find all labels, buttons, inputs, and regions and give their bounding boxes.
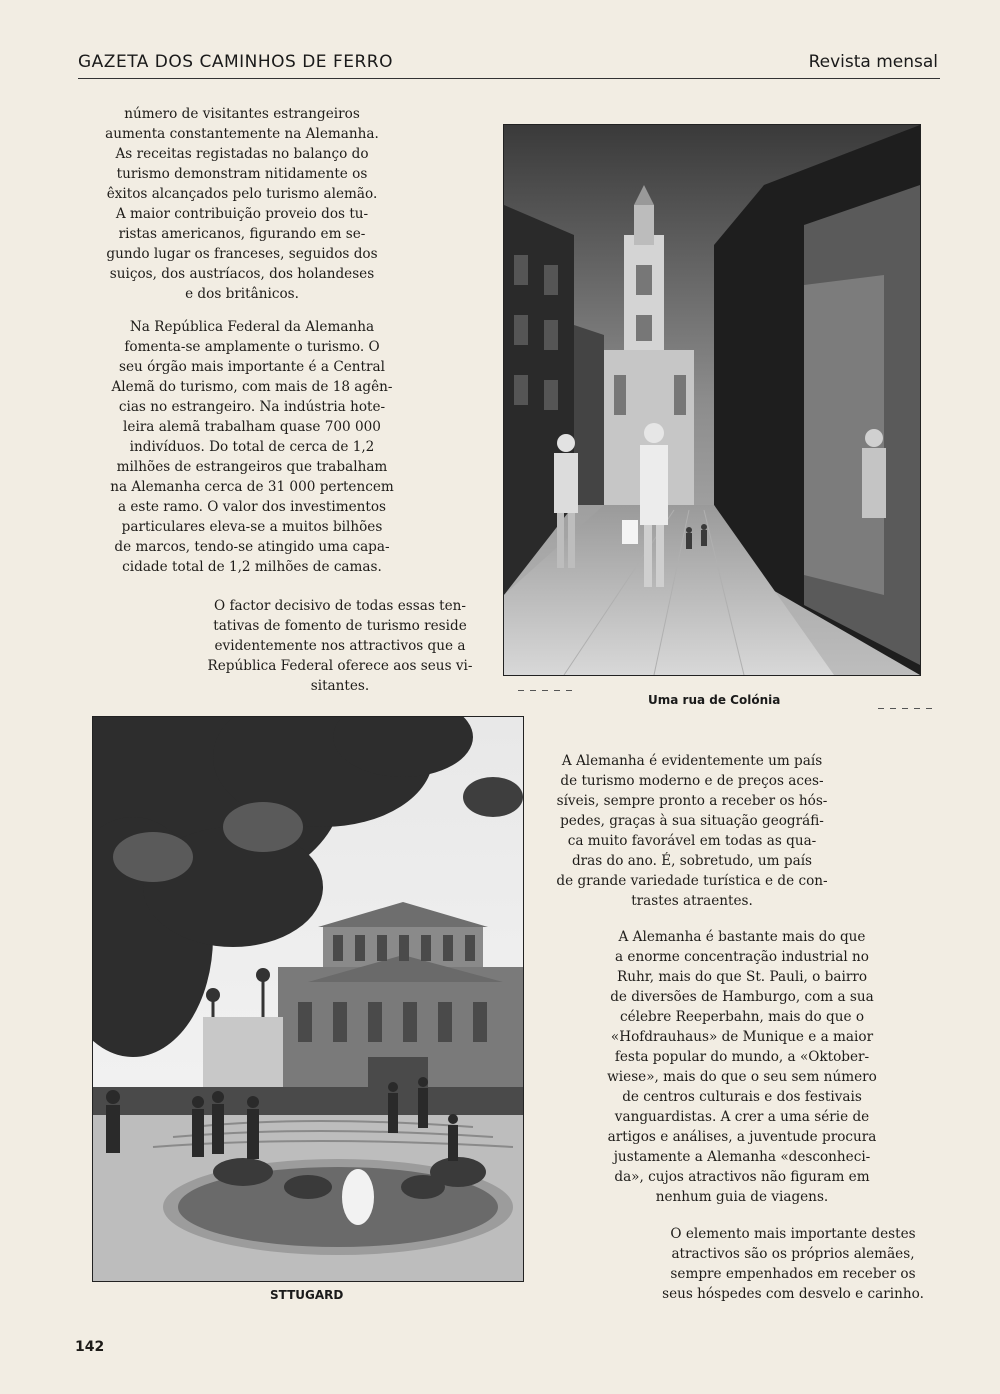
text-line: particulares eleva-se a muitos bilhões <box>121 519 383 535</box>
text-line: indivíduos. Do total de cerca de 1,2 <box>129 439 375 455</box>
text-line: justamente a Alemanha «desconheci- <box>613 1149 871 1165</box>
article-paragraph-3 <box>195 596 485 696</box>
text-line: ca muito favorável em todas as qua- <box>567 833 817 849</box>
text-line: trastes atraentes. <box>631 893 753 909</box>
article-paragraph-5 <box>572 927 912 1207</box>
text-line: seus hóspedes com desvelo e carinho. <box>662 1286 924 1302</box>
text-line: de centros culturais e dos festivais <box>622 1089 862 1105</box>
text-line: a enorme concentração industrial no <box>615 949 869 965</box>
text-line: fomenta-se amplamente o turismo. O <box>124 339 380 355</box>
article-paragraph-2 <box>92 317 412 577</box>
text-line: «Hofdrauhaus» de Munique e a maior <box>610 1029 874 1045</box>
text-line: atractivos são os próprios alemães, <box>671 1246 915 1262</box>
text-line: milhões de estrangeiros que trabalham <box>116 459 388 475</box>
text-line: evidentemente nos attractivos que a <box>214 638 466 654</box>
photo-cologne-street <box>503 124 921 676</box>
text-line: vanguardistas. A crer a uma série de <box>614 1109 870 1125</box>
text-line: A maior contribuição proveio dos tu- <box>115 206 369 222</box>
text-line: artigos e análises, a juventude procura <box>607 1129 877 1145</box>
running-header-right: Revista mensal <box>808 52 938 72</box>
text-line: síveis, sempre pronto a receber os hós- <box>556 793 828 809</box>
text-line: da», cujos atractivos não figuram em <box>614 1169 870 1185</box>
header-rule <box>78 78 940 79</box>
text-line: e dos britânicos. <box>185 286 299 302</box>
text-line: wiese», mais do que o seu sem número <box>607 1069 877 1085</box>
text-line: na Alemanha cerca de 31 000 pertencem <box>110 479 394 495</box>
caption-ornament-right <box>878 708 938 709</box>
text-line: tativas de fomento de turismo reside <box>213 618 467 634</box>
text-line: número de visitantes estrangeiros <box>124 106 360 122</box>
photo-stuttgart-square <box>92 716 524 1282</box>
caption-stuttgart: STTUGARD <box>270 1288 344 1302</box>
text-line: sitantes. <box>310 678 370 694</box>
text-line: de grande variedade turística e de con- <box>556 873 828 889</box>
text-line: nenhum guia de viagens. <box>655 1189 829 1205</box>
running-header-title: GAZETA DOS CAMINHOS DE FERRO <box>78 52 393 72</box>
text-line: festa popular do mundo, a «Oktober- <box>614 1049 870 1065</box>
page-number: 142 <box>75 1339 105 1355</box>
text-line: dras do ano. É, sobretudo, um país <box>571 853 813 869</box>
text-line: cidade total de 1,2 milhões de camas. <box>122 559 382 575</box>
article-paragraph-6 <box>648 1224 938 1304</box>
text-line: Alemã do turismo, com mais de 18 agên- <box>111 379 393 395</box>
text-line: A Alemanha é evidentemente um país <box>561 753 823 769</box>
text-line: As receitas registadas no balanço do <box>115 146 369 162</box>
text-line: turismo demonstram nitidamente os <box>116 166 368 182</box>
text-line: gundo lugar os franceses, seguidos dos <box>106 246 378 262</box>
text-line: pedes, graças à sua situação geográfi- <box>560 813 824 829</box>
text-line: ristas americanos, figurando em se- <box>118 226 366 242</box>
text-line: O elemento mais importante destes <box>670 1226 916 1242</box>
text-line: de diversões de Hamburgo, com a sua <box>610 989 874 1005</box>
text-line: suiços, dos austríacos, dos holandeses <box>109 266 375 282</box>
text-line: O factor decisivo de todas essas ten- <box>214 598 466 614</box>
text-line: República Federal oferece aos seus vi- <box>207 658 473 674</box>
caption-ornament-left <box>518 690 578 691</box>
text-line: a este ramo. O valor dos investimentos <box>117 499 387 515</box>
article-paragraph-1 <box>92 104 392 304</box>
text-line: de marcos, tendo-se atingido uma capa- <box>114 539 390 555</box>
text-line: aumenta constantemente na Alemanha. <box>105 126 379 142</box>
text-line: de turismo moderno e de preços aces- <box>560 773 824 789</box>
text-line: A Alemanha é bastante mais do que <box>618 929 866 945</box>
caption-cologne: Uma rua de Colónia <box>648 693 781 707</box>
text-line: Ruhr, mais do que St. Pauli, o bairro <box>616 969 868 985</box>
text-line: leira alemã trabalham quase 700 000 <box>123 419 381 435</box>
text-line: sempre empenhados em receber os <box>670 1266 916 1282</box>
article-paragraph-4 <box>542 751 842 911</box>
text-line: seu órgão mais importante é a Central <box>119 359 385 375</box>
text-line: cias no estrangeiro. Na indústria hote- <box>118 399 386 415</box>
text-line: Na República Federal da Alemanha <box>129 319 375 335</box>
text-line: êxitos alcançados pelo turismo alemão. <box>106 186 378 202</box>
text-line: célebre Reeperbahn, mais do que o <box>620 1009 864 1025</box>
